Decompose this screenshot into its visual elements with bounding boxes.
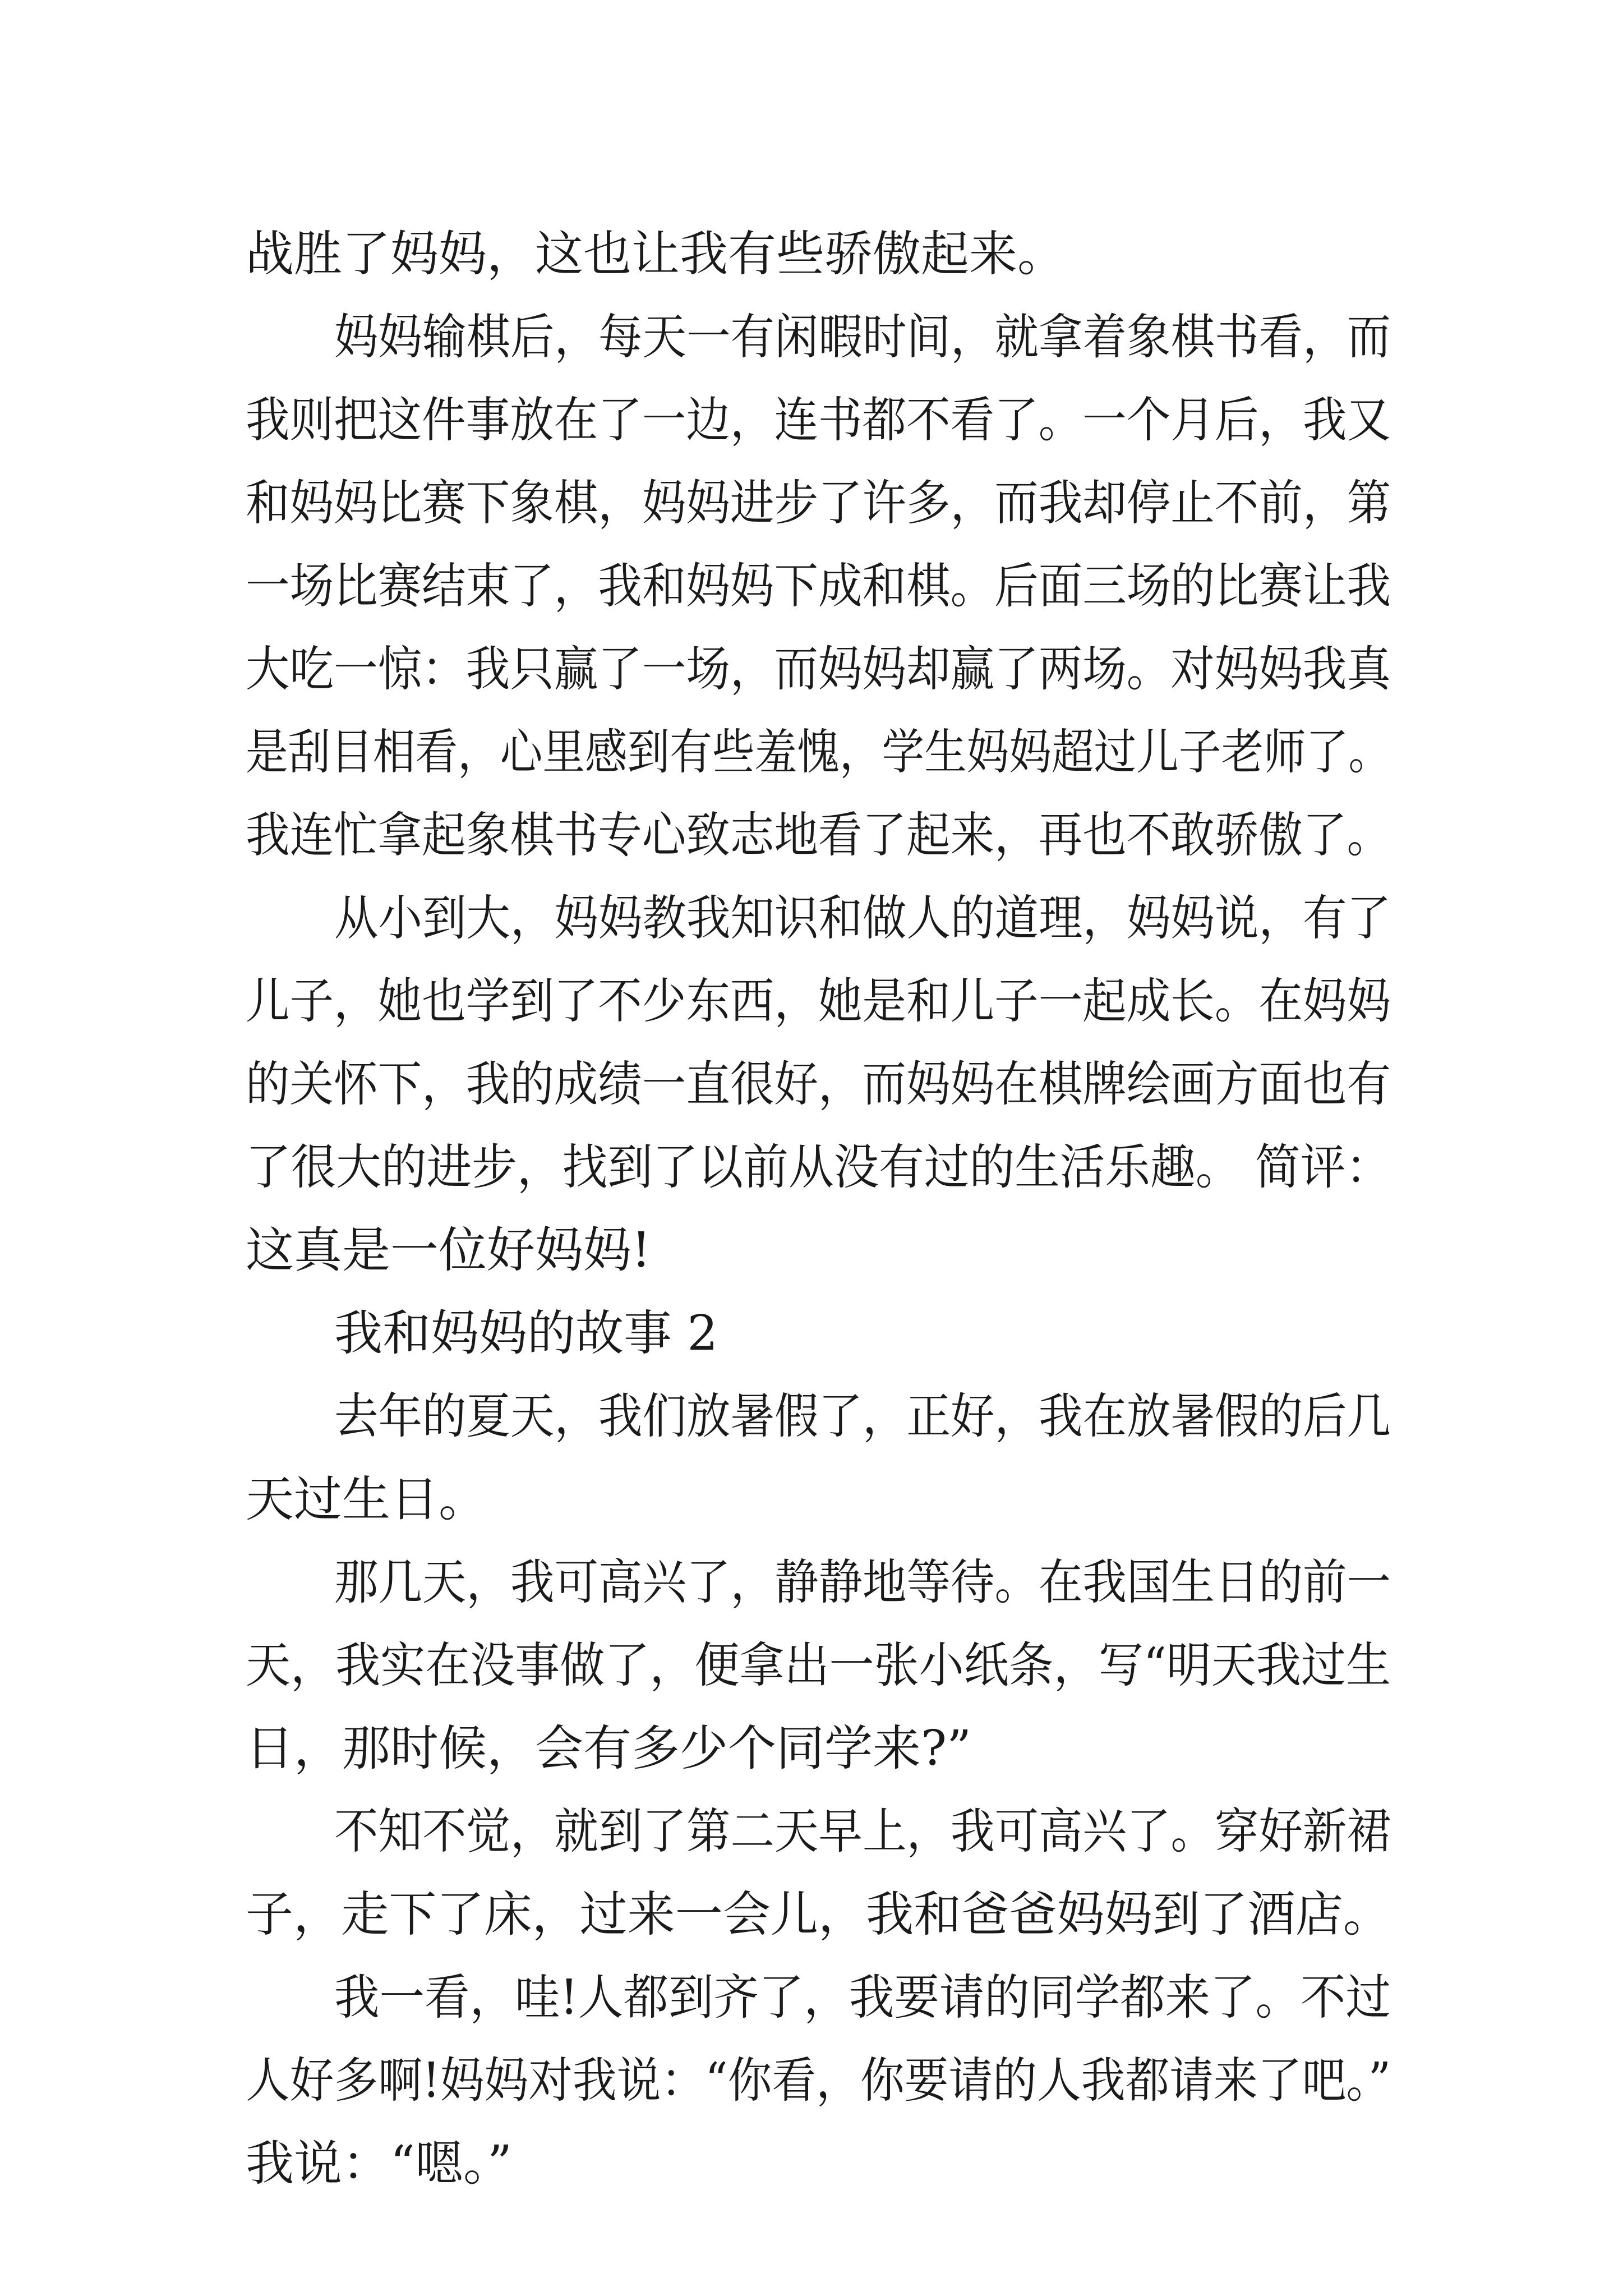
line-text: 妈妈输棋后，每天一有闲暇时间，就拿着象棋书看，而 bbox=[334, 309, 1391, 365]
text-line bbox=[246, 544, 1623, 628]
line-text: 去年的夏天，我们放暑假了，正好，我在放暑假的后几 bbox=[334, 1388, 1391, 1444]
line-text: 一场比赛结束了，我和妈妈下成和棋。后面三场的比赛让我 bbox=[246, 558, 1391, 614]
text-line bbox=[246, 1623, 1623, 1708]
text-line bbox=[246, 1208, 1623, 1292]
line-text: 这真是一位好妈妈! bbox=[246, 1222, 651, 1278]
text-line bbox=[246, 1042, 1623, 1126]
line-text: 和妈妈比赛下象棋，妈妈进步了许多，而我却停止不前，第 bbox=[246, 475, 1391, 531]
text-line bbox=[246, 1872, 1623, 1957]
text-line bbox=[334, 1540, 1623, 1625]
text-line bbox=[334, 1955, 1623, 2040]
text-line bbox=[246, 378, 1623, 462]
text-line bbox=[334, 295, 1623, 379]
text-line bbox=[246, 212, 1623, 296]
line-text: 战胜了妈妈，这也让我有些骄傲起来。 bbox=[246, 226, 1066, 282]
line-text: 日，那时候，会有多少个同学来?” bbox=[246, 1720, 972, 1777]
line-text: 人好多啊!妈妈对我说：“你看，你要请的人我都请来了吧。” bbox=[246, 2053, 1391, 2109]
text-line bbox=[246, 710, 1623, 794]
text-line bbox=[334, 876, 1623, 960]
line-text: 儿子，她也学到了不少东西，她是和儿子一起成长。在妈妈 bbox=[246, 973, 1391, 1029]
line-text: 子，走下了床，过来一会儿，我和爸爸妈妈到了酒店。 bbox=[246, 1887, 1391, 1943]
line-text: 是刮目相看，心里感到有些羞愧，学生妈妈超过儿子老师了。 bbox=[246, 724, 1391, 780]
text-line bbox=[246, 2039, 1623, 2123]
line-text: 我说：“嗯。” bbox=[246, 2136, 512, 2192]
line-text: 我和妈妈的故事 2 bbox=[334, 1305, 718, 1361]
section-heading bbox=[334, 1291, 1623, 1375]
line-text: 我则把这件事放在了一边，连书都不看了。一个月后，我又 bbox=[246, 392, 1391, 448]
line-text: 那几天，我可高兴了，静静地等待。在我国生日的前一 bbox=[334, 1554, 1391, 1611]
line-text: 大吃一惊：我只赢了一场，而妈妈却赢了两场。对妈妈我真 bbox=[246, 641, 1391, 697]
line-text: 天过生日。 bbox=[246, 1471, 487, 1527]
line-text: 不知不觉，就到了第二天早上，我可高兴了。穿好新裙 bbox=[334, 1803, 1391, 1860]
text-line bbox=[334, 1789, 1623, 1874]
text-line bbox=[246, 1706, 1623, 1791]
line-text: 我连忙拿起象棋书专心致志地看了起来，再也不敢骄傲了。 bbox=[246, 807, 1391, 863]
line-text: 从小到大，妈妈教我知识和做人的道理，妈妈说，有了 bbox=[334, 890, 1391, 946]
line-text: 我一看，哇!人都到齐了，我要请的同学都来了。不过 bbox=[334, 1970, 1391, 2026]
text-line bbox=[246, 959, 1623, 1043]
text-line bbox=[246, 461, 1623, 545]
line-text: 天，我实在没事做了，便拿出一张小纸条，写“明天我过生 bbox=[246, 1637, 1391, 1694]
text-line bbox=[246, 1125, 1623, 1209]
line-text: 了很大的进步，找到了以前从没有过的生活乐趣。 简评： bbox=[246, 1139, 1391, 1195]
text-line bbox=[246, 793, 1623, 877]
text-line bbox=[246, 2122, 1623, 2206]
text-line bbox=[334, 1374, 1623, 1458]
line-text: 的关怀下，我的成绩一直很好，而妈妈在棋牌绘画方面也有 bbox=[246, 1056, 1391, 1112]
text-line bbox=[246, 627, 1623, 711]
text-line bbox=[246, 1457, 1623, 1542]
